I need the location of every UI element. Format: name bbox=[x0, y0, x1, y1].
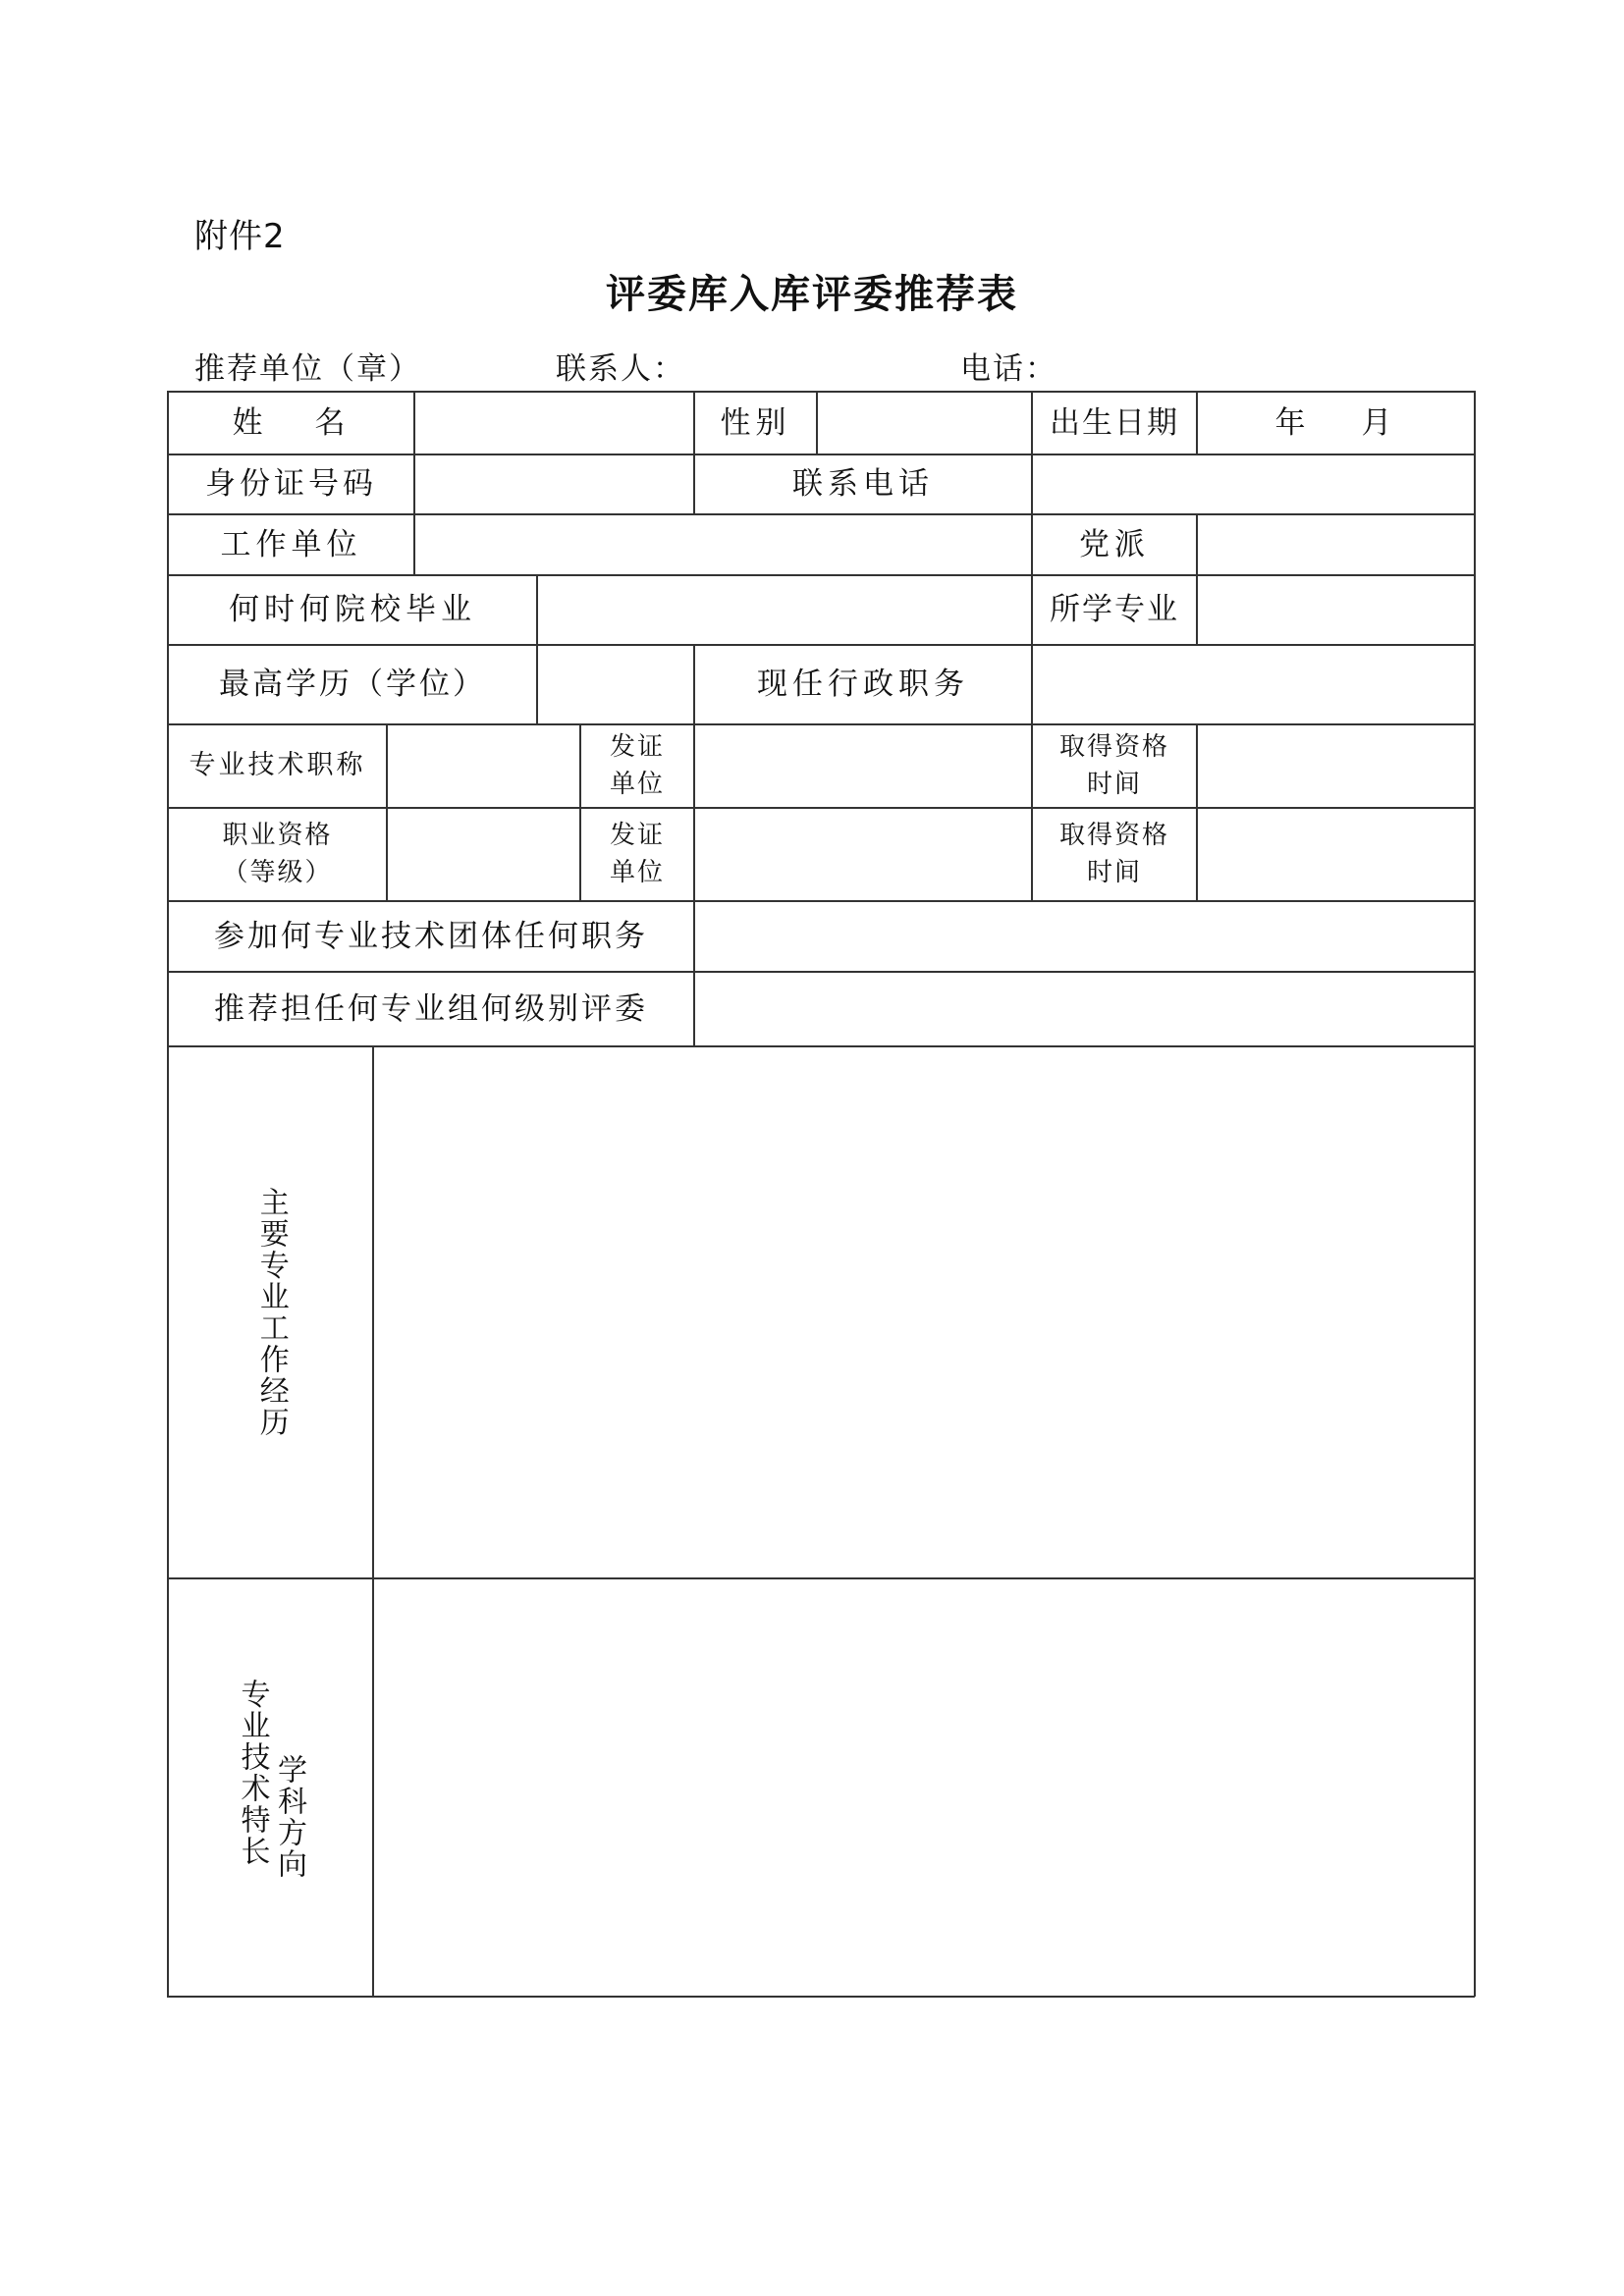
specialty-input[interactable] bbox=[374, 1579, 1474, 1996]
qualification-time-2-label-line: 时间 bbox=[1086, 857, 1142, 887]
name-label-part: 姓 bbox=[232, 404, 268, 441]
graduation-input[interactable] bbox=[538, 576, 1031, 644]
year-label: 年 bbox=[1274, 404, 1311, 441]
vocational-label-line: 职业资格 bbox=[222, 820, 333, 850]
recommending-unit-label: 推荐单位（章） bbox=[194, 351, 421, 387]
phone-label: 电话： bbox=[960, 351, 1057, 387]
association-label: 参加何专业技术团体任何职务 bbox=[214, 918, 648, 954]
recommend-input[interactable] bbox=[695, 973, 1474, 1045]
recommend-label: 推荐担任何专业组何级别评委 bbox=[214, 990, 648, 1027]
tech-title-input[interactable] bbox=[388, 725, 579, 807]
major-label: 所学专业 bbox=[1050, 592, 1179, 628]
specialty-label-cell bbox=[169, 1579, 372, 1996]
qualification-time-label-line: 时间 bbox=[1086, 769, 1142, 799]
work-unit-input[interactable] bbox=[415, 515, 1031, 574]
name-label-part: 名 bbox=[314, 404, 351, 441]
id-number-input[interactable] bbox=[415, 455, 693, 513]
issuer-label-line: 发证 bbox=[609, 731, 665, 762]
qualification-time-input[interactable] bbox=[1198, 725, 1474, 807]
qualification-time-2-label-line: 取得资格 bbox=[1058, 820, 1169, 850]
contact-phone-label: 联系电话 bbox=[792, 466, 934, 503]
issuer-2-input[interactable] bbox=[695, 809, 1031, 900]
education-label: 最高学历（学位） bbox=[219, 667, 486, 703]
major-input[interactable] bbox=[1198, 576, 1474, 644]
contact-person-label: 联系人： bbox=[556, 351, 685, 387]
qualification-time-label-line: 取得资格 bbox=[1058, 731, 1169, 762]
name-input[interactable] bbox=[415, 393, 693, 454]
experience-input[interactable] bbox=[374, 1047, 1474, 1577]
name-label bbox=[169, 393, 413, 454]
issuer-input[interactable] bbox=[695, 725, 1031, 807]
education-input[interactable] bbox=[538, 646, 693, 723]
issuer-label bbox=[581, 725, 693, 807]
gender-input[interactable] bbox=[818, 393, 1031, 454]
vocational-qualification-label bbox=[169, 809, 386, 900]
birth-date-input[interactable] bbox=[1198, 393, 1474, 454]
specialty-label: 专业技术特长 bbox=[235, 1679, 270, 1867]
admin-post-input[interactable] bbox=[1033, 646, 1474, 723]
issuer-2-label-line: 发证 bbox=[609, 820, 665, 850]
experience-label: 主要专业工作经历 bbox=[253, 1187, 289, 1438]
party-label: 党派 bbox=[1079, 526, 1150, 562]
id-number-label: 身份证号码 bbox=[205, 466, 377, 503]
issuer-label-line: 单位 bbox=[609, 769, 665, 799]
qualification-time-label bbox=[1033, 725, 1196, 807]
admin-post-label: 现任行政职务 bbox=[757, 667, 969, 703]
birth-date-label: 出生日期 bbox=[1050, 404, 1179, 441]
month-label: 月 bbox=[1361, 404, 1397, 441]
qualification-time-2-label bbox=[1033, 809, 1196, 900]
table-border-right bbox=[1474, 391, 1476, 1997]
vocational-label-line: （等级） bbox=[222, 857, 333, 887]
table-border-bottom bbox=[167, 1996, 1475, 1998]
experience-label-cell bbox=[169, 1047, 372, 1577]
vocational-qualification-input[interactable] bbox=[388, 809, 579, 900]
attachment-label: 附件2 bbox=[194, 217, 286, 256]
graduation-label: 何时何院校毕业 bbox=[229, 592, 476, 628]
discipline-label: 学科方向 bbox=[272, 1754, 306, 1880]
gender-label: 性别 bbox=[720, 404, 791, 441]
tech-title-label: 专业技术职称 bbox=[189, 750, 366, 781]
issuer-2-label bbox=[581, 809, 693, 900]
qualification-time-2-input[interactable] bbox=[1198, 809, 1474, 900]
party-input[interactable] bbox=[1198, 515, 1474, 574]
association-input[interactable] bbox=[695, 902, 1474, 971]
page-title: 评委库入库评委推荐表 bbox=[606, 272, 1018, 317]
work-unit-label: 工作单位 bbox=[220, 526, 362, 562]
contact-phone-input[interactable] bbox=[1033, 455, 1474, 513]
issuer-2-label-line: 单位 bbox=[609, 857, 665, 887]
